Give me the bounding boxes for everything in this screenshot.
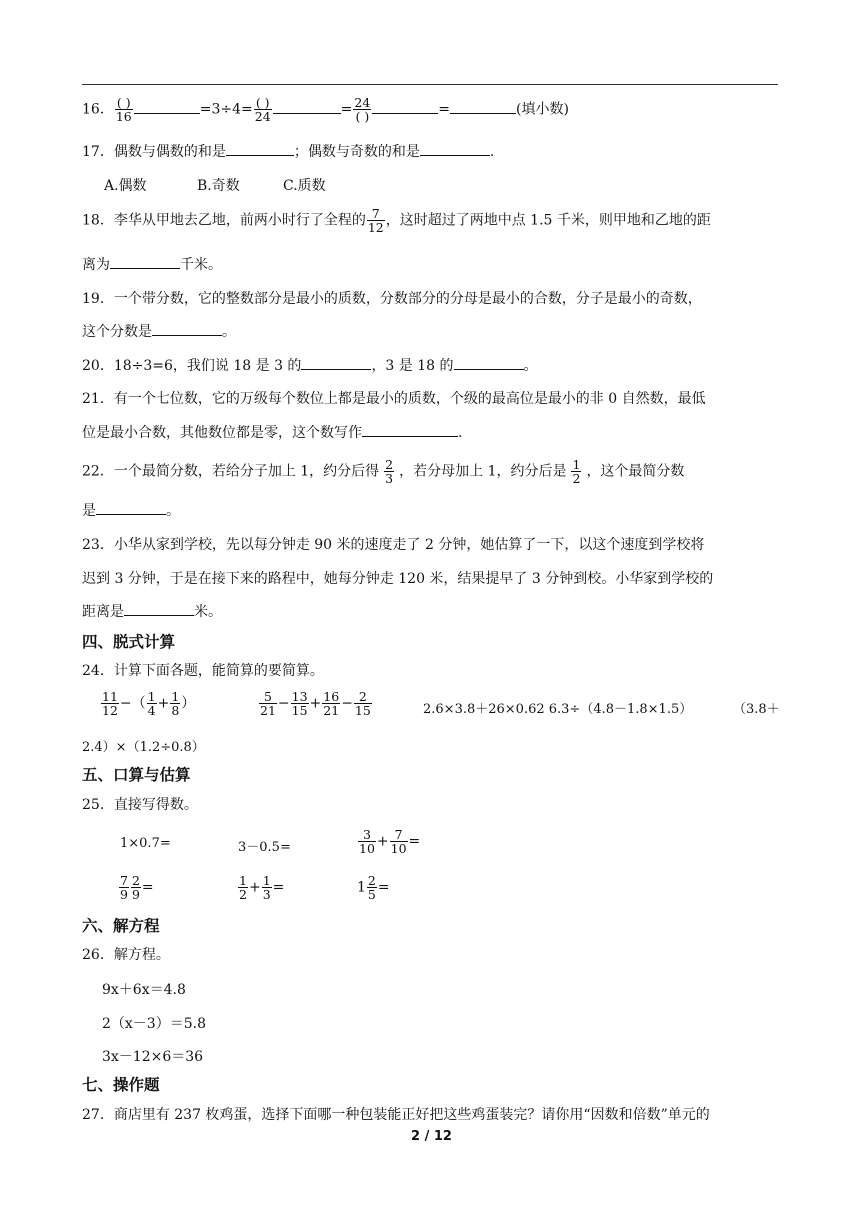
question-26: 26．解方程。	[82, 947, 170, 963]
answer-blank[interactable]	[124, 601, 194, 616]
oral-item-3: $\frac{3}{10}$ + $\frac{7}{10}$ =	[359, 827, 421, 856]
answer-blank[interactable]	[454, 355, 524, 370]
answer-blank[interactable]	[273, 99, 341, 114]
oral-item-1: 1×0.7=	[120, 836, 171, 851]
answer-blank[interactable]	[152, 321, 222, 336]
answer-blank[interactable]	[301, 355, 371, 370]
equation-3: 3x－12×6＝36	[102, 1049, 204, 1065]
answer-blank[interactable]	[110, 254, 180, 269]
page-number: 2 / 12	[411, 1129, 452, 1144]
question-24: 24．计算下面各题，能简算的要简算。	[82, 663, 324, 679]
expression-4: （3.8＋	[733, 702, 780, 717]
question-21: 21．有一个七位数，它的万级每个数位上都是最小的质数，个级的最高位是最小的非 0 自然数，最低	[82, 391, 706, 407]
option-a: A.偶数	[104, 178, 147, 194]
section-heading: 六、解方程	[82, 917, 160, 935]
expression-2: $\frac{5}{21}$ − $\frac{13}{15}$ + $\frac{16}{21}$ − $\frac{2}{15}$	[260, 689, 371, 718]
equation-1: 9x＋6x＝4.8	[102, 982, 186, 998]
option-c: C.质数	[283, 178, 326, 194]
option-b: B.奇数	[197, 178, 240, 194]
question-23: 23．小华从家到学校，先以每分钟走 90 米的速度走了 2 分钟，她估算了一下，以这个速度到学校将	[82, 537, 705, 553]
fraction: $\frac{( )}{24}$	[254, 95, 271, 124]
answer-blank[interactable]	[420, 141, 490, 156]
question-23-line3: 距离是 米。	[82, 601, 222, 621]
question-20: 20．18÷3=6，我们说 18 是 3 的 ，3 是 18 的 。	[82, 355, 538, 375]
answer-blank[interactable]	[372, 99, 438, 114]
expression-4-cont: 2.4）×（1.2÷0.8）	[82, 740, 205, 755]
section-heading: 七、操作题	[82, 1076, 160, 1094]
question-21-line2: 位是最小合数，其他数位都是零，这个数写作 .	[82, 422, 462, 442]
equation-2: 2（x－3）＝5.8	[102, 1016, 206, 1032]
oral-item-6: 1 $\frac{2}{5}$ =	[357, 873, 390, 902]
answer-blank[interactable]	[362, 422, 458, 437]
expression-3: 2.6×3.8＋26×0.62 6.3÷（4.8－1.8×1.5）	[423, 702, 693, 717]
oral-item-2: 3－0.5=	[238, 840, 291, 855]
question-22: 22．一个最简分数，若给分子加上 1，约分后得 $\frac{2}{3}$ ，若分母加上 1，约分后是 $\frac{1}{2}$ ，这个最简分数	[82, 457, 685, 486]
fraction: $\frac{7}{12}$	[367, 206, 384, 235]
answer-blank[interactable]	[96, 500, 166, 515]
section-heading: 四、脱式计算	[82, 633, 176, 651]
question-18: 18．李华从甲地去乙地，前两小时行了全程的 $\frac{7}{12}$ ，这时超过了两地中点 1.5 千米，则甲地和乙地的距	[82, 206, 711, 235]
question-22-line2: 是 。	[82, 500, 180, 520]
question-19: 19．一个带分数，它的整数部分是最小的质数，分数部分的分母是最小的合数，分子是最小的奇数，	[82, 291, 702, 307]
answer-blank[interactable]	[450, 99, 516, 114]
fraction: $\frac{( )}{16}$	[115, 95, 132, 124]
answer-blank[interactable]	[226, 141, 294, 156]
answer-blank[interactable]	[134, 99, 200, 114]
expression-1: $\frac{11}{12}$ −（ $\frac{1}{4}$ + $\frac{1}{8}$ ）	[102, 689, 196, 718]
question-18-line2: 离为 千米。	[82, 254, 222, 274]
header-rule	[82, 84, 778, 85]
oral-item-4: $\frac{7}{9}$ $\frac{2}{9}$ =	[120, 873, 154, 902]
question-23-line2: 迟到 3 分钟，于是在接下来的路程中，她每分钟走 120 米，结果提早了 3 分钟到校。小华家到学校的	[82, 571, 714, 587]
fraction: $\frac{1}{2}$	[572, 457, 581, 486]
fraction: $\frac{2}{3}$	[385, 457, 394, 486]
question-19-line2: 这个分数是 。	[82, 321, 236, 341]
question-27: 27．商店里有 237 枚鸡蛋，选择下面哪一种包装能正好把这些鸡蛋装完？请你用“因数和倍数”单元的	[82, 1107, 710, 1123]
fraction: $\frac{24}{( )}$	[354, 95, 371, 124]
oral-item-5: $\frac{1}{2}$ + $\frac{1}{3}$ =	[239, 873, 285, 902]
question-17: 17．偶数与偶数的和是 ；偶数与奇数的和是 .	[82, 141, 494, 161]
section-heading: 五、口算与估算	[82, 766, 191, 784]
question-25: 25．直接写得数。	[82, 797, 198, 813]
question-16: 16． $\frac{( )}{16}$ =3÷4= $\frac{( )}{24}$ = $\frac{24}{( )}$ = (填小数)	[82, 95, 569, 124]
